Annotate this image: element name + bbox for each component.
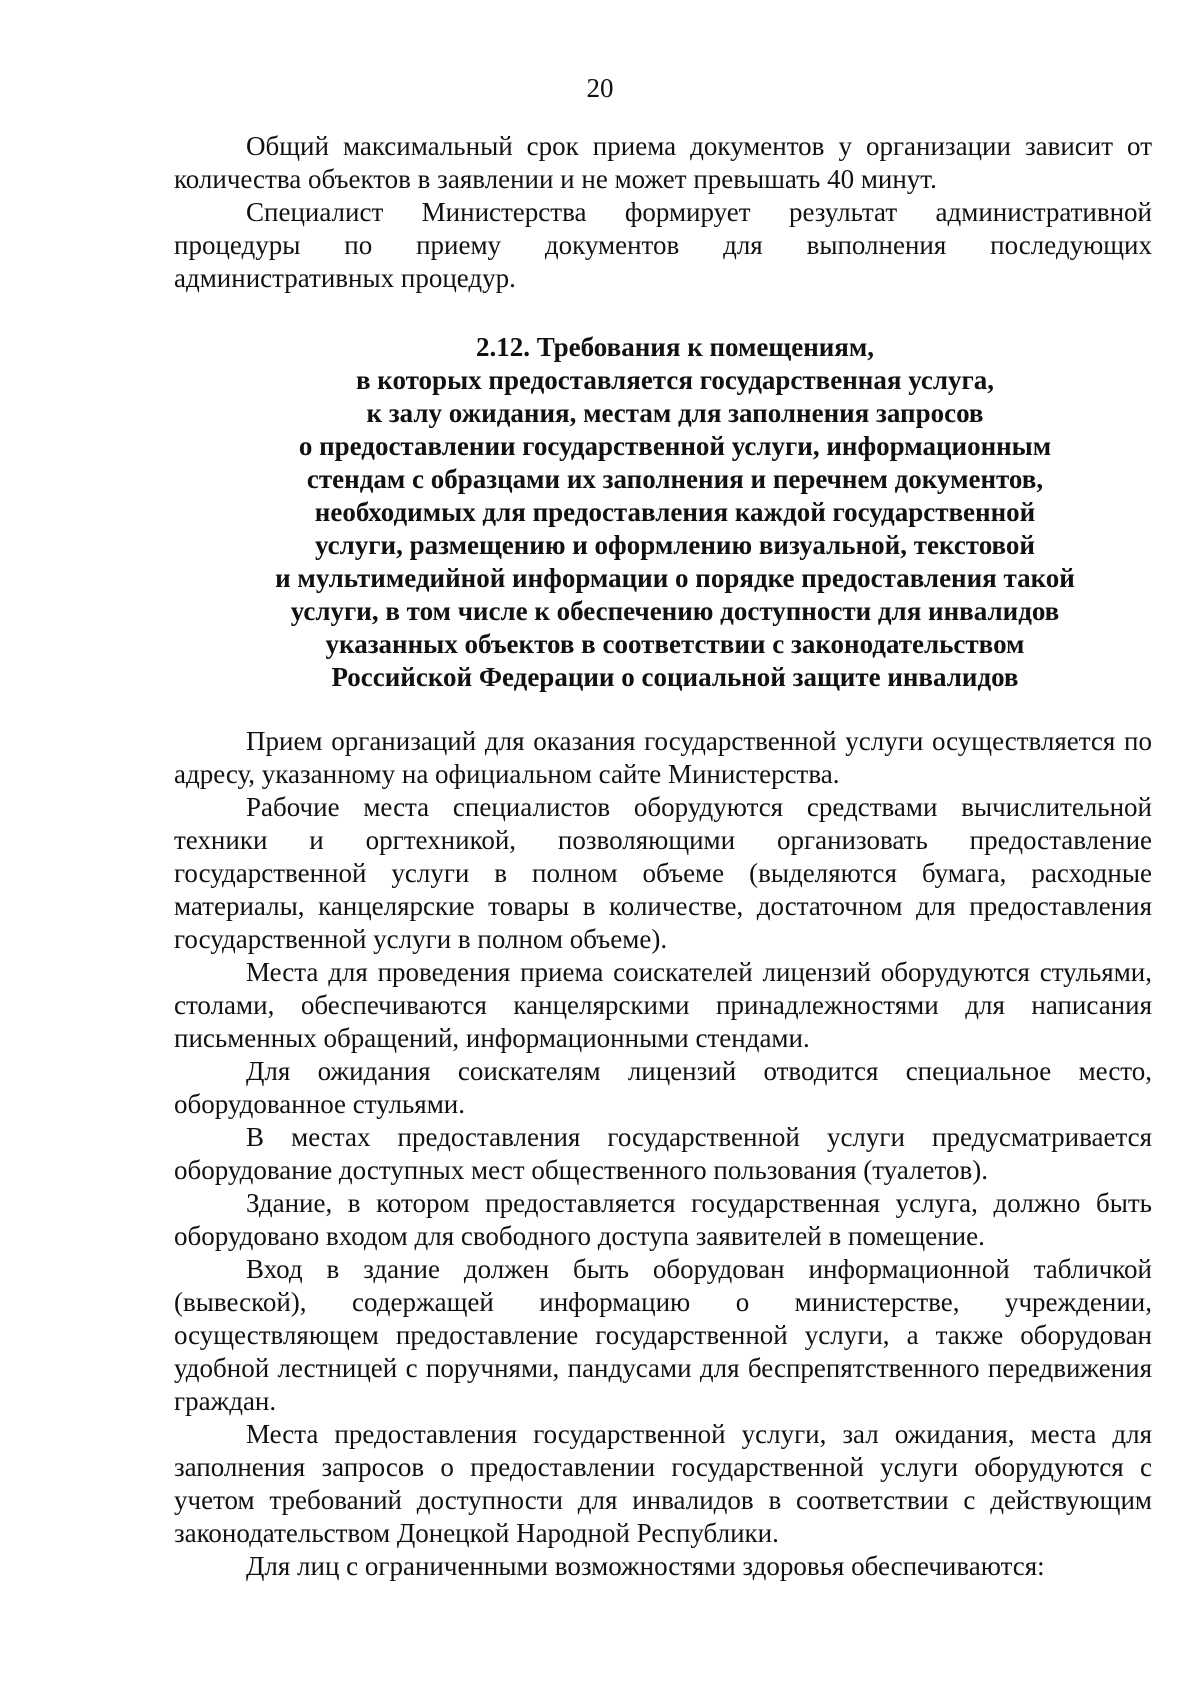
heading-line: стендам с образцами их заполнения и перечнем документов, [306, 464, 1044, 494]
paragraph: Прием организаций для оказания государственной услуги осуществляется по адресу, указанному на официальном сайте Министерства. [174, 726, 1152, 789]
page-number: 20 [586, 73, 614, 103]
heading-line: 2.12. Требования к помещениям, [475, 332, 875, 362]
intro-section [174, 130, 1152, 295]
heading-line: необходимых для предоставления каждой государственной [314, 497, 1036, 527]
paragraph: Места для проведения приема соискателей лицензий оборудуются стульями, столами, обеспечиваются канцелярскими принадлежностями для написания письменных обращений, информационными стендами. [174, 957, 1152, 1053]
paragraph: Рабочие места специалистов оборудуются средствами вычислительной техники и оргтехникой, позволяющими организовать предоставление государственной услуги в полном объеме (выделяются бумага, расходные материалы, канцелярские товары в количестве, достаточном для предоставления государственной услуги в полном объеме). [174, 792, 1152, 954]
paragraph: В местах предоставления государственной услуги предусматривается оборудование доступных мест общественного пользования (туалетов). [174, 1122, 1152, 1185]
paragraph: Для лиц с ограниченными возможностями здоровья обеспечиваются: [246, 1551, 1045, 1581]
paragraph: Вход в здание должен быть оборудован информационной табличкой (вывеской), содержащей информацию о министерстве, учреждении, осуществляющем предоставление государственной услуги, а также оборудован удобной лестницей с поручнями, пандусами для беспрепятственного передвижения граждан. [174, 1254, 1152, 1416]
heading-line: услуги, в том числе к обеспечению доступности для инвалидов [290, 596, 1060, 626]
body-section [174, 725, 1152, 1583]
heading-line: услуги, размещению и оформлению визуальной, текстовой [314, 530, 1035, 560]
heading-line: к залу ожидания, местам для заполнения запросов [366, 398, 984, 428]
paragraph: Места предоставления государственной услуги, зал ожидания, места для заполнения запросов о предоставлении государственной услуги оборудуются с учетом требований доступности для инвалидов в соответствии с действующим законодательством Донецкой Народной Республики. [174, 1419, 1152, 1548]
paragraph: Общий максимальный срок приема документов у организации зависит от количества объектов в заявлении и не может превышать 40 минут. [174, 131, 1152, 194]
heading-line: о предоставлении государственной услуги, информационным [298, 431, 1052, 461]
section-heading [174, 331, 1176, 694]
heading-line: Российской Федерации о социальной защите инвалидов [331, 662, 1019, 692]
heading-line: указанных объектов в соответствии с законодательством [325, 629, 1025, 659]
heading-line: и мультимедийной информации о порядке предоставления такой [275, 563, 1075, 593]
heading-line: в которых предоставляется государственная услуга, [355, 365, 995, 395]
paragraph: Здание, в котором предоставляется государственная услуга, должно быть оборудовано входом для свободного доступа заявителей в помещение. [174, 1188, 1152, 1251]
paragraph: Специалист Министерства формирует результат административной процедуры по приему документов для выполнения последующих административных процедур. [174, 197, 1152, 293]
paragraph: Для ожидания соискателям лицензий отводится специальное место, оборудованное стульями. [174, 1056, 1152, 1119]
